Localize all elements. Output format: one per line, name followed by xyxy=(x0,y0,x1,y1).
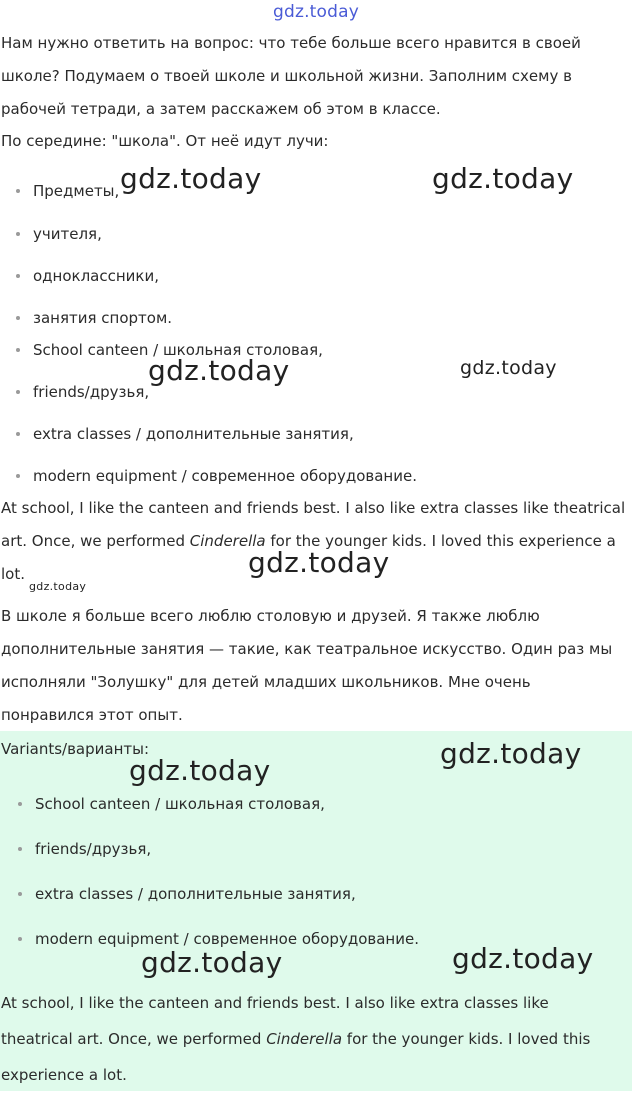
bullet-icon xyxy=(16,348,20,352)
list-item xyxy=(14,465,417,487)
list-item-text: Предметы, xyxy=(33,182,120,200)
bullet-icon xyxy=(16,432,20,436)
list-item xyxy=(14,223,102,245)
watermark: gdz.today xyxy=(141,946,283,979)
answer-russian: В школе я больше всего люблю столовую и друзей. Я также люблю дополнительные занятия — такие, как театральное искусство. Один раз мы исполняли "Золушку" для детей младших школьников. Мне очень понравился этот опыт. xyxy=(1,607,613,724)
variants-label: Variants/варианты: xyxy=(1,740,150,758)
list-item-text: extra classes / дополнительные занятия, xyxy=(35,885,356,903)
list-item-text: одноклассники, xyxy=(33,267,159,285)
watermark: gdz.today xyxy=(460,357,557,379)
list-item xyxy=(16,838,151,860)
list-item-text: School canteen / школьная столовая, xyxy=(35,795,325,813)
intro-paragraph: Нам нужно ответить на вопрос: что тебе больше всего нравится в своей школе? Подумаем о твоей школе и школьной жизни. Заполним схему в рабочей тетради, а затем расскажем об этом в классе. xyxy=(1,34,581,118)
watermark: gdz.today xyxy=(248,546,390,579)
story-title: Cinderella xyxy=(189,532,266,550)
list-item xyxy=(14,307,172,329)
answer-english: At school, I like the canteen and friends best. I also like extra classes like theatrical art. Once, we performed Cinderella for the younger kids. I loved this experience a lot. xyxy=(1,499,626,583)
bullet-icon xyxy=(18,892,22,896)
list-item xyxy=(14,180,119,202)
scheme-note: По середине: "школа". От неё идут лучи: xyxy=(1,132,329,150)
variants-answer-english: At school, I like the canteen and friends best. I also like extra classes like theatrical art. Once, we performed Cinderella for the younger kids. I loved this experience a lot. xyxy=(1,994,591,1084)
watermark: gdz.today xyxy=(148,354,290,387)
list-item xyxy=(16,883,356,905)
watermark: gdz.today xyxy=(29,580,87,593)
list-item-text: friends/друзья, xyxy=(35,840,152,858)
list-item-text: School canteen / школьная столовая, xyxy=(33,341,323,359)
list-item xyxy=(14,265,159,287)
bullet-icon xyxy=(18,802,22,806)
bullet-icon xyxy=(18,937,22,941)
list-item xyxy=(14,423,354,445)
list-item-text: extra classes / дополнительные занятия, xyxy=(33,425,354,443)
story-title: Cinderella xyxy=(266,1030,343,1048)
bullet-icon xyxy=(16,316,20,320)
list-item xyxy=(16,793,325,815)
list-item-text: friends/друзья, xyxy=(33,383,150,401)
site-watermark-header: gdz.today xyxy=(272,2,360,22)
bullet-icon xyxy=(16,474,20,478)
watermark: gdz.today xyxy=(432,162,574,195)
list-item-text: занятия спортом. xyxy=(33,309,173,327)
watermark: gdz.today xyxy=(452,942,594,975)
bullet-icon xyxy=(16,232,20,236)
bullet-icon xyxy=(16,274,20,278)
list-item-text: modern equipment / современное оборудование. xyxy=(33,467,417,485)
list-item-text: modern equipment / современное оборудование. xyxy=(35,930,419,948)
watermark: gdz.today xyxy=(120,162,262,195)
list-item xyxy=(14,381,149,403)
bullet-icon xyxy=(18,847,22,851)
watermark: gdz.today xyxy=(129,754,271,787)
list-item-text: учителя, xyxy=(33,225,102,243)
watermark: gdz.today xyxy=(440,737,582,770)
bullet-icon xyxy=(16,390,20,394)
bullet-icon xyxy=(16,189,20,193)
